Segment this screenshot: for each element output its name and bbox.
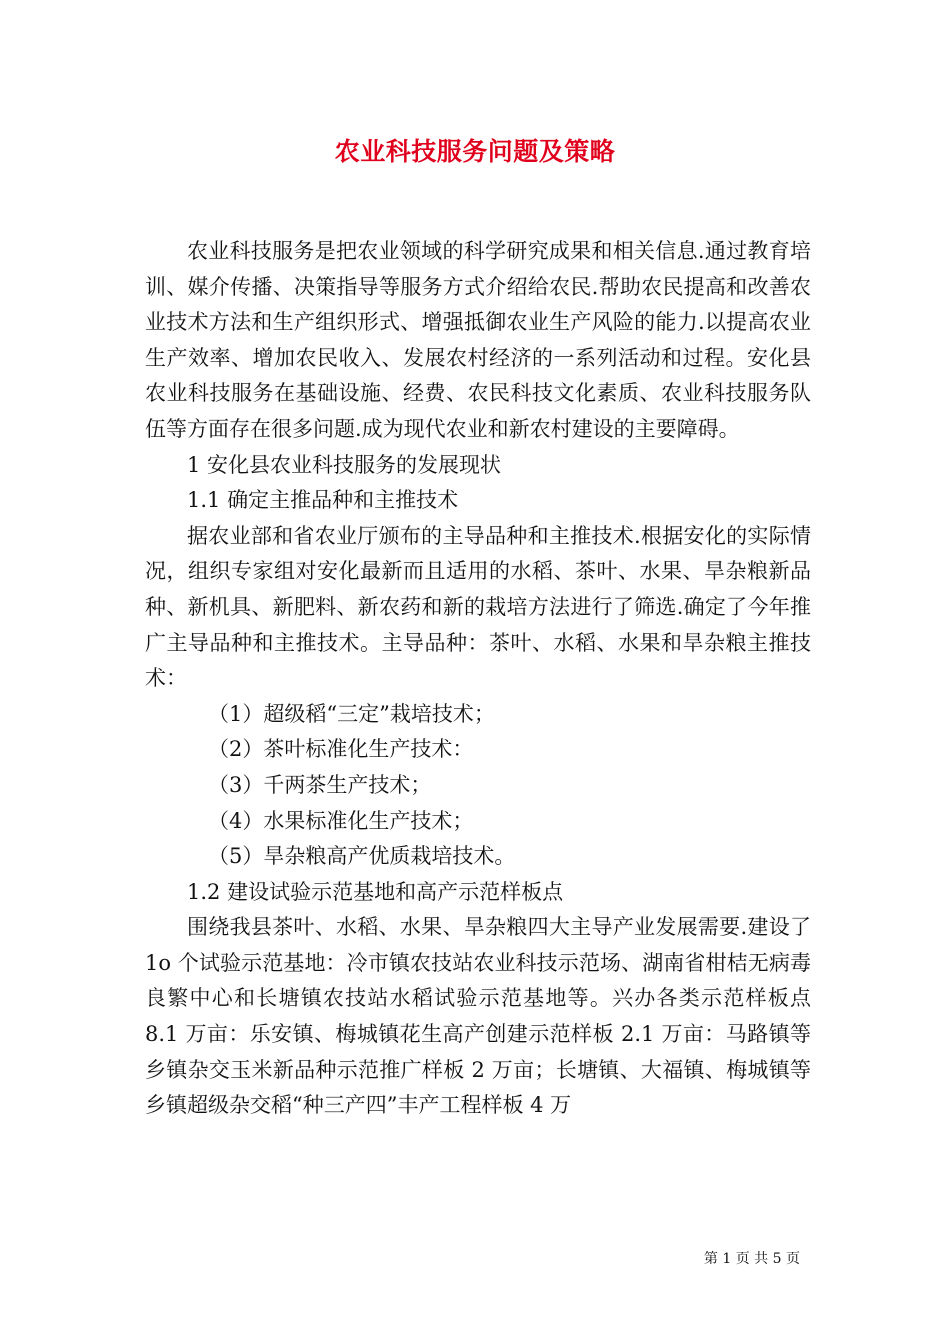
technique-item: （4）水果标准化生产技术；	[208, 808, 474, 833]
technique-item: （1）超级稻“三定”栽培技术；	[208, 701, 495, 726]
section-1-2-heading: 1.2 建设试验示范基地和高产示范样板点	[187, 879, 564, 904]
technique-item: （3）千两茶生产技术；	[208, 772, 432, 797]
technique-item: （2）茶叶标准化生产技术：	[208, 737, 474, 762]
intro-paragraph: 农业科技服务是把农业领域的科学研究成果和相关信息.通过教育培训、媒介传播、决策指导等服务方式介绍给农民.帮助农民提高和改善农业技术方法和生产组织形式、增强抵御农业生产风险的能力.以提高农业生产效率、增加农民收入、发展农村经济的一系列活动和过程。安化县农业科技服务在基础设施、经费、农民科技文化素质、农业科技服务队伍等方面存在很多问题.成为现代农业和新农村建设的主要障碍。	[145, 239, 811, 441]
page-number-footer: 第 1 页 共 5 页	[703, 1251, 800, 1267]
section-1-heading: 1 安化县农业科技服务的发展现状	[187, 452, 502, 477]
technique-item: （5）旱杂粮高产优质栽培技术。	[208, 844, 516, 869]
section-1-2-paragraph: 围绕我县茶叶、水稻、水果、旱杂粮四大主导产业发展需要.建设了 1o 个试验示范基地：冷市镇农技站农业科技示范场、湖南省柑桔无病毒良繁中心和长塘镇农技站水稻试验示范基地等。兴办各类示范样板点 8.1 万亩：乐安镇、梅城镇花生高产创建示范样板 2.1 万亩：马路镇等乡镇杂交玉米新品种示范推广样板 2 万亩；长塘镇、大福镇、梅城镇等乡镇超级杂交稻“种三产四”丰产工程样板 4 万	[145, 915, 811, 1118]
section-1-1-heading: 1.1 确定主推品种和主推技术	[187, 488, 459, 513]
document-title: 农业科技服务问题及策略	[334, 137, 616, 166]
document-body	[145, 234, 811, 1124]
section-1-1-paragraph: 据农业部和省农业厅颁布的主导品种和主推技术.根据安化的实际情况，组织专家组对安化最新而且适用的水稻、茶叶、水果、旱杂粮新品种、新机具、新肥料、新农药和新的栽培方法进行了筛选.确定了今年推广主导品种和主推技术。主导品种：茶叶、水稻、水果和旱杂粮主推技术：	[145, 523, 811, 691]
